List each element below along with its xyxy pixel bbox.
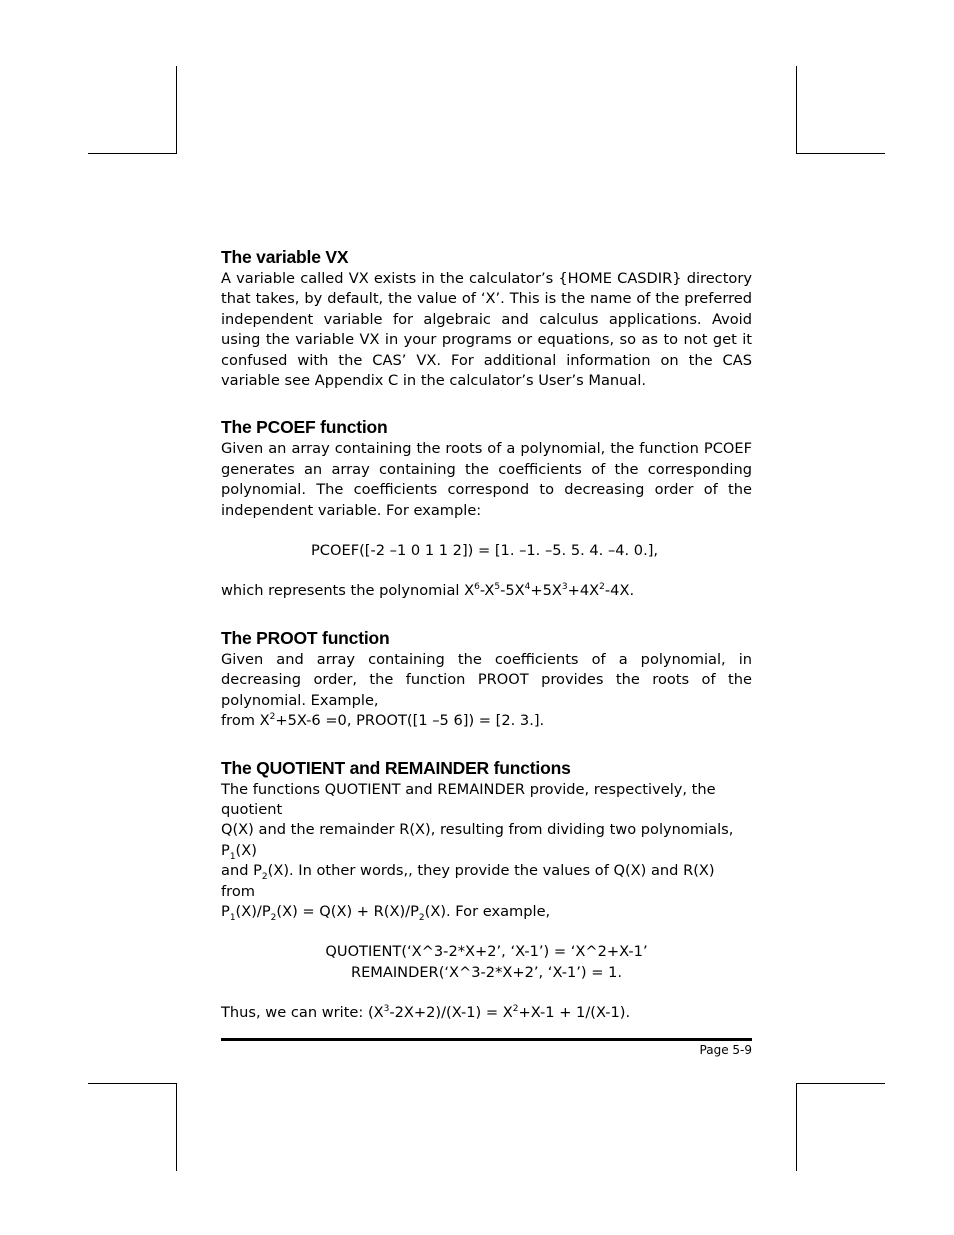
crop-mark-bottom-right-horizontal: [796, 1083, 885, 1084]
qr-body-line-3: and $P_2(X)$. In other words,, they provide the values of Q(X) and R(X) from: [221, 862, 715, 900]
section-title-pcoef: The PCOEF function: [221, 417, 388, 438]
qr-body-line-4: $P_1(X)/P_2(X) = Q(X) + R(X)/P_2(X)$. For example,: [221, 902, 551, 923]
qr-body-line-2: Q(X) and the remainder R(X), resulting from dividing two polynomials, $P_1(X)$: [221, 821, 734, 862]
footer-rule: [221, 1038, 752, 1041]
page-number: Page 5-9: [699, 1043, 752, 1057]
crop-mark-top-right-horizontal: [796, 153, 885, 154]
qr-body-line-1: The functions QUOTIENT and REMAINDER provide, respectively, the quotient: [221, 780, 716, 818]
crop-mark-top-left-horizontal: [88, 153, 176, 154]
section-title-proot: The PROOT function: [221, 627, 390, 648]
crop-mark-bottom-left-horizontal: [88, 1083, 176, 1084]
section-body-variable-vx: A variable called VX exists in the calculator’s {HOME CASDIR} directory that takes, by default, the value of ‘X’. This is the name of the preferred independent variable for algebraic and calculus applications. Avoid using the variable VX in your programs or equations, so as to not get it confused with the CAS’ VX. For additional information on the CAS variable see Appendix C in the calculator’s User’s Manual.: [221, 270, 752, 390]
quotient-example: QUOTIENT(‘X^3-2*X+2’, ‘X-1’) = ‘X^2+X-1’: [325, 943, 648, 961]
crop-mark-top-left-vertical: [176, 66, 177, 154]
pcoef-example: [221, 541, 752, 561]
section-body-proot: Given and array containing the coefficients of a polynomial, in decreasing order, the function PROOT provides the roots of the polynomial. Example,: [221, 650, 752, 709]
crop-mark-bottom-right-vertical: [796, 1083, 797, 1171]
page-content: [221, 245, 752, 1024]
crop-mark-top-right-vertical: [796, 66, 797, 154]
qr-conclusion: Thus, we can write: $(X^3-2X+2)/(X-1) = X^2+X-1 + 1/(X-1)$.: [221, 1004, 631, 1022]
crop-mark-bottom-left-vertical: [176, 1083, 177, 1171]
section-body-proot-line2: from $X^2+5X-6 =0$, PROOT([1 –5 6]) = [2. 3.].: [221, 712, 545, 730]
section-title-quotient-remainder: The QUOTIENT and REMAINDER functions: [221, 757, 571, 778]
pcoef-polynomial-text: which represents the polynomial $X^6-X^5-5X^4+5X^3+4X^2-4X$.: [221, 582, 635, 600]
section-body-pcoef: Given an array containing the roots of a polynomial, the function PCOEF generates an array containing the coefficients of the corresponding polynomial. The coefficients correspond to decreasing order of the independent variable. For example:: [221, 440, 752, 519]
section-title-variable-vx: The variable VX: [221, 247, 349, 267]
remainder-example: REMAINDER(‘X^3-2*X+2’, ‘X-1’) = 1.: [350, 963, 623, 981]
pcoef-example-text: PCOEF([-2 –1 0 1 1 2]) = [1. –1. –5. 5. 4. –4. 0.],: [311, 542, 659, 560]
